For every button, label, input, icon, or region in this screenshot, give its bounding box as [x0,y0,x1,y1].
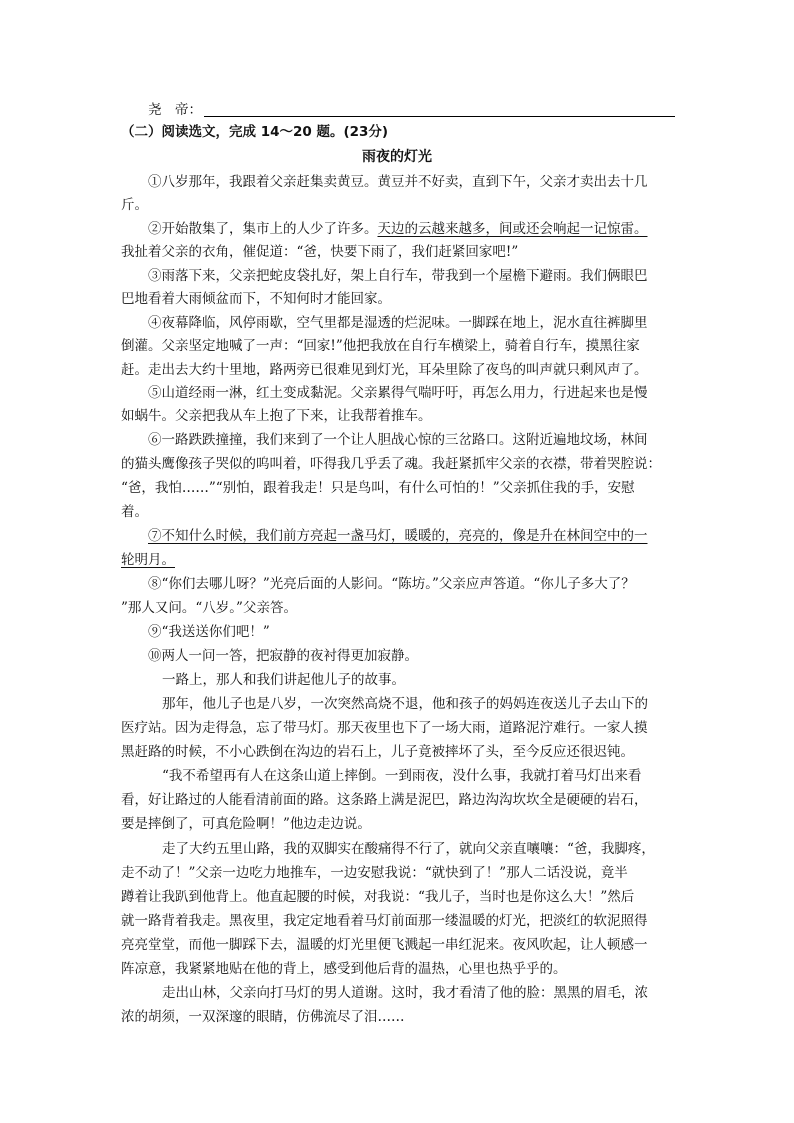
header-label: 尧 帝： [148,102,202,118]
paragraph-14-line-1: 走了大约五里山路，我的双脚实在酸痛得不行了，就向父亲直嚷嚷：“爸，我脚疼， [162,841,655,857]
paragraph-13-line-3: 要是摔倒了，可真危险啊！”他边走边说。 [121,816,371,832]
paragraph-13-line-1: “我不希望再有人在这条山道上摔倒。一到雨夜，没什么事，我就打着马灯出来看 [162,768,642,784]
paragraph-12-line-3: 黑赶路的时候，不小心跌倒在沟边的岩石上，儿子竟被摔坏了头，至今反应还很迟钝。 [121,744,634,760]
paragraph-11: 一路上，那人和我们讲起他儿子的故事。 [162,672,405,688]
paragraph-6-line-2: 的猫头鹰像孩子哭似的呜叫着，吓得我几乎丢了魂。我赶紧抓牢父亲的衣襟，带着哭腔说： [121,456,661,472]
paragraph-3-line-2: 巴地看着大雨倾盆而下，不知何时才能回家。 [121,291,391,307]
paragraph-7-line-1: ⑦不知什么时候，我们前方亮起一盏马灯，暖暖的，亮亮的，像是升在林间空中的一 [148,528,648,544]
paragraph-15-line-2: 浓的胡须，一双深邃的眼睛，仿佛流尽了泪…… [121,1009,405,1025]
paragraph-6-line-4: 着。 [121,504,148,520]
paragraph-2-text: ②开始散集了，集市上的人少了许多。 [148,221,378,237]
answer-blank-line [204,116,675,117]
paragraph-4-line-3: 赶。走出去大约十里地，路两旁已很难见到灯光，耳朵里除了夜鸟的叫声就只剩风声了。 [121,362,648,378]
paragraph-6-line-1: ⑥一路跌跌撞撞，我们来到了一个让人胆战心惊的三岔路口。这附近遍地坟场，林间 [148,432,648,448]
paragraph-4-line-1: ④夜幕降临，风停雨歇，空气里都是湿透的烂泥味。一脚踩在地上，泥水直往裤脚里 [148,315,648,331]
paragraph-8-line-2: ”那人又问。“八岁。”父亲答。 [121,600,297,616]
paragraph-2-underlined: 天边的云越来越多，间或还会响起一记惊雷。 [377,221,648,237]
paragraph-2-line-1 [148,219,648,239]
paragraph-12-line-1: 那年，他儿子也是八岁，一次突然高烧不退，他和孩子的妈妈连夜送儿子去山下的 [162,696,648,712]
paragraph-14-line-3: 蹲着让我趴到他背上。他直起腰的时候，对我说：“我儿子，当时也是你这么大！”然后 [121,889,635,905]
paragraph-4-line-2: 倒灌。父亲坚定地喊了一声：“回家!”他把我放在自行车横梁上，骑着自行车，摸黑往家 [121,338,640,354]
paragraph-7-line-2: 轮明月。 [121,552,175,568]
article-title: 雨夜的灯光 [362,149,432,165]
paragraph-14-line-6: 阵凉意，我紧紧地贴在他的背上，感受到他后背的温热，心里也热乎乎的。 [121,961,567,977]
paragraph-9: ⑨“我送送你们吧！” [148,624,270,640]
paragraph-14-line-2: 走不动了！”父亲一边吃力地推车，一边安慰我说：“就快到了！”那人二话没说，竟半 [121,865,628,881]
paragraph-6-line-3: “爸，我怕……”“别怕，跟着我走！只是鸟叫，有什么可怕的！”父亲抓住我的手，安慰 [121,480,635,496]
paragraph-14-line-4: 就一路背着我走。黑夜里，我定定地看着马灯前面那一缕温暖的灯光，把淡红的软泥照得 [121,913,648,929]
paragraph-8-line-1: ⑧“你们去哪儿呀？”光亮后面的人影问。“陈坊。”父亲应声答道。“你儿子多大了？ [148,576,635,592]
paragraph-14-line-5: 亮亮堂堂，而他一脚踩下去，温暖的灯光里便飞溅起一串红泥来。夜风吹起，让人顿感一 [121,937,648,953]
paragraph-1-line-2: 斤。 [121,197,148,213]
paragraph-15-line-1: 走出山林，父亲向打马灯的男人道谢。这时，我才看清了他的脸：黑黑的眉毛，浓 [162,985,648,1001]
paragraph-12-line-2: 医疗站。因为走得急，忘了带马灯。那天夜里也下了一场大雨，道路泥泞难行。一家人摸 [121,720,648,736]
paragraph-5-line-2: 如蜗牛。父亲把我从车上抱了下来，让我帮着推车。 [121,408,432,424]
paragraph-5-line-1: ⑤山道经雨一淋，红土变成黏泥。父亲累得气喘吁吁，再怎么用力，行进起来也是慢 [148,385,648,401]
section-heading: （二）阅读选文，完成 14～20 题。(23分) [121,124,389,140]
paragraph-2-line-2: 我扯着父亲的衣角，催促道：“爸，快要下雨了，我们赶紧回家吧!” [121,244,519,260]
paragraph-3-line-1: ③雨落下来，父亲把蛇皮袋扎好，架上自行车，带我到一个屋檐下避雨。我们俩眼巴 [148,268,648,284]
paragraph-13-line-2: 看，好让路过的人能看清前面的路。这条路上满是泥巴，路边沟沟坎坎全是硬硬的岩石， [121,792,648,808]
paragraph-1-line-1: ①八岁那年，我跟着父亲赶集卖黄豆。黄豆并不好卖，直到下午，父亲才卖出去十几 [148,174,648,190]
paragraph-10: ⑩两人一问一答，把寂静的夜衬得更加寂静。 [148,648,418,664]
